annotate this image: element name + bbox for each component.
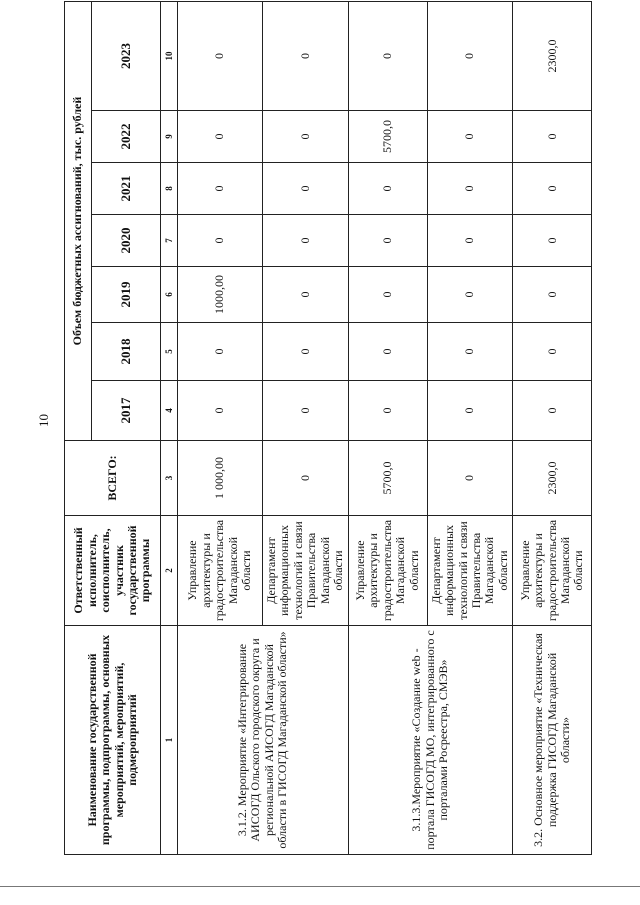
year-value: 0 <box>178 111 263 163</box>
year-value: 0 <box>178 215 263 267</box>
year-value: 0 <box>178 2 263 111</box>
table-row <box>513 2 592 855</box>
year-value: 0 <box>513 111 592 163</box>
year-value: 0 <box>427 163 513 215</box>
header-name-col: Наименование государственной программы, подпрограммы, основных мероприятий, мероприятий, подмероприятий <box>65 626 161 855</box>
table-row <box>178 2 263 855</box>
year-value: 0 <box>263 323 349 381</box>
header-year: 2022 <box>92 111 161 163</box>
responsible-party: Управление архитектуры и градостроительства Магаданской области <box>348 516 427 626</box>
column-number-row <box>161 2 178 855</box>
year-value: 0 <box>348 381 427 441</box>
year-value: 0 <box>513 163 592 215</box>
year-value: 0 <box>263 163 349 215</box>
year-value: 1000,00 <box>178 267 263 323</box>
responsible-party: Департамент информационных технологий и связи Правительства Магаданской области <box>427 516 513 626</box>
total-value: 5700,0 <box>348 441 427 516</box>
year-value: 0 <box>427 381 513 441</box>
column-number: 1 <box>161 626 178 855</box>
header-budget-group: Объем бюджетных ассигнований, тыс. рублей <box>65 2 92 441</box>
year-value: 0 <box>263 267 349 323</box>
responsible-party: Управление архитектуры и градостроительства Магаданской области <box>513 516 592 626</box>
year-value: 0 <box>427 111 513 163</box>
header-year: 2020 <box>92 215 161 267</box>
header-year: 2021 <box>92 163 161 215</box>
header-year: 2018 <box>92 323 161 381</box>
table-row <box>348 2 427 855</box>
header-total-col: ВСЕГО: <box>65 441 161 516</box>
column-number: 10 <box>161 2 178 111</box>
rotated-table-container <box>64 10 592 855</box>
year-value: 0 <box>178 163 263 215</box>
year-value: 0 <box>513 267 592 323</box>
header-responsible-col: Ответственный исполнитель, соисполнитель, участник государственной программы <box>65 516 161 626</box>
year-value: 0 <box>427 2 513 111</box>
year-value: 0 <box>513 323 592 381</box>
activity-name: 3.2. Основное мероприятие «Техническая поддержка ГИСОГД Магаданской области» <box>513 626 592 855</box>
total-value: 0 <box>263 441 349 516</box>
header-year: 2017 <box>92 381 161 441</box>
year-value: 0 <box>263 111 349 163</box>
column-number: 9 <box>161 111 178 163</box>
year-value: 0 <box>427 215 513 267</box>
column-number: 3 <box>161 441 178 516</box>
column-number: 7 <box>161 215 178 267</box>
year-value: 0 <box>427 267 513 323</box>
page-bottom-rule <box>0 886 640 887</box>
year-value: 2300,0 <box>513 2 592 111</box>
year-value: 0 <box>348 215 427 267</box>
page-number: 10 <box>36 414 51 427</box>
header-row-1 <box>65 2 92 855</box>
responsible-party: Департамент информационных технологий и связи Правительства Магаданской области <box>263 516 349 626</box>
year-value: 0 <box>178 381 263 441</box>
year-value: 0 <box>513 381 592 441</box>
column-number: 2 <box>161 516 178 626</box>
year-value: 0 <box>348 323 427 381</box>
total-value: 1 000,00 <box>178 441 263 516</box>
total-value: 0 <box>427 441 513 516</box>
column-number: 6 <box>161 267 178 323</box>
year-value: 0 <box>348 163 427 215</box>
year-value: 0 <box>178 323 263 381</box>
header-year: 2019 <box>92 267 161 323</box>
column-number: 4 <box>161 381 178 441</box>
budget-table <box>64 1 592 855</box>
column-number: 5 <box>161 323 178 381</box>
year-value: 0 <box>348 267 427 323</box>
activity-name: 3.1.2. Мероприятие «Интегрирование АИСОГД Ольского городского округа и региональной АИСОГД Магаданской области в ГИСОГД Магаданской области» <box>178 626 349 855</box>
column-number: 8 <box>161 163 178 215</box>
header-year: 2023 <box>92 2 161 111</box>
year-value: 0 <box>513 215 592 267</box>
year-value: 0 <box>263 2 349 111</box>
year-value: 0 <box>263 381 349 441</box>
year-value: 0 <box>348 2 427 111</box>
total-value: 2300,0 <box>513 441 592 516</box>
year-value: 0 <box>427 323 513 381</box>
year-value: 0 <box>263 215 349 267</box>
year-value: 5700,0 <box>348 111 427 163</box>
activity-name: 3.1.3.Мероприятие «Создание web - портала ГИСОГД МО, интегрированного с порталами Росреестра, СМЭВ» <box>348 626 513 855</box>
responsible-party: Управление архитектуры и градостроительства Магаданской области <box>178 516 263 626</box>
